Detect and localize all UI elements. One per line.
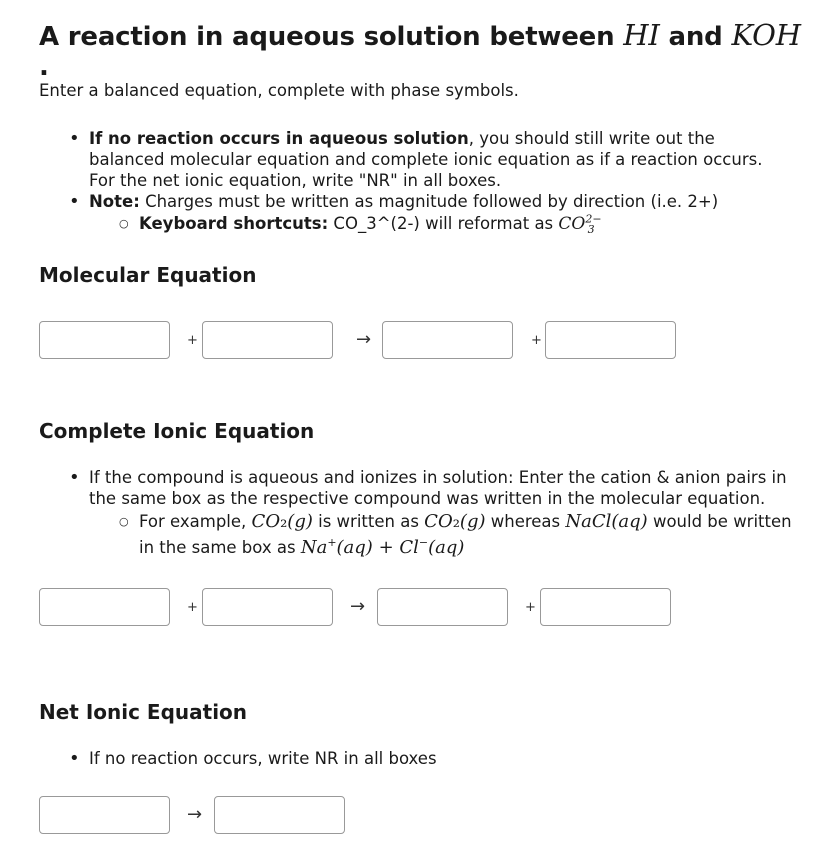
instruction-ionize: • If the compound is aqueous and ionizes in solution: Enter the cation & anion pairs in the same box as the respective compound was written in the molecular equation.: [39, 467, 809, 509]
co3-example: $CO^{2-}_3$: [558, 212, 602, 237]
instruction-no-reaction: • If no reaction occurs in aqueous solution, you should still write out the balanced molecular equation and complete ionic equation as if a reaction occurs. For the net ionic equation, write "NR" in all boxes.: [39, 128, 779, 191]
ionic-reactant1-input[interactable]: [39, 588, 170, 626]
molecular-reactant2-input[interactable]: [202, 321, 333, 359]
ionic-reactant2-input[interactable]: [202, 588, 333, 626]
net-reactant-input[interactable]: [39, 796, 170, 834]
reaction-arrow: →: [350, 596, 366, 617]
molecular-product2-input[interactable]: [545, 321, 676, 359]
reaction-arrow: →: [356, 329, 372, 350]
instruction-shortcuts: ○ Keyboard shortcuts: CO_3^(2-) will reformat as $CO^{2-}_3$: [39, 212, 779, 236]
molecular-reactant1-input[interactable]: [39, 321, 170, 359]
molecular-product1-input[interactable]: [382, 321, 513, 359]
reactant2-formula: KOH: [731, 18, 801, 52]
instruction-nr: • If no reaction occurs, write NR in all boxes: [39, 748, 437, 769]
ionic-product2-input[interactable]: [540, 588, 671, 626]
instruction-note: • Note: Charges must be written as magnitude followed by direction (i.e. 2+): [39, 191, 779, 212]
reaction-arrow: →: [187, 804, 203, 825]
net-ionic-instructions: [39, 748, 437, 769]
complete-ionic-heading: Complete Ionic Equation: [39, 419, 315, 443]
instruction-example: ○ For example, CO₂(g) is written as CO₂(g) whereas NaCl(aq) would be written in the same box as Na+(aq) + Cl−(aq): [39, 509, 799, 561]
page-title: A reaction in aqueous solution between HI and KOH .: [39, 18, 801, 82]
reactant1-formula: HI: [623, 18, 660, 52]
ionic-product1-input[interactable]: [377, 588, 508, 626]
net-ionic-heading: Net Ionic Equation: [39, 700, 248, 724]
complete-ionic-instructions: [39, 467, 809, 561]
plus-sign: +: [531, 333, 542, 348]
intro-text: Enter a balanced equation, complete with phase symbols.: [39, 81, 519, 100]
plus-sign: +: [525, 600, 536, 615]
instructions-list: [39, 128, 779, 236]
plus-sign: +: [187, 333, 198, 348]
net-product-input[interactable]: [214, 796, 345, 834]
plus-sign: +: [187, 600, 198, 615]
molecular-heading: Molecular Equation: [39, 263, 257, 287]
